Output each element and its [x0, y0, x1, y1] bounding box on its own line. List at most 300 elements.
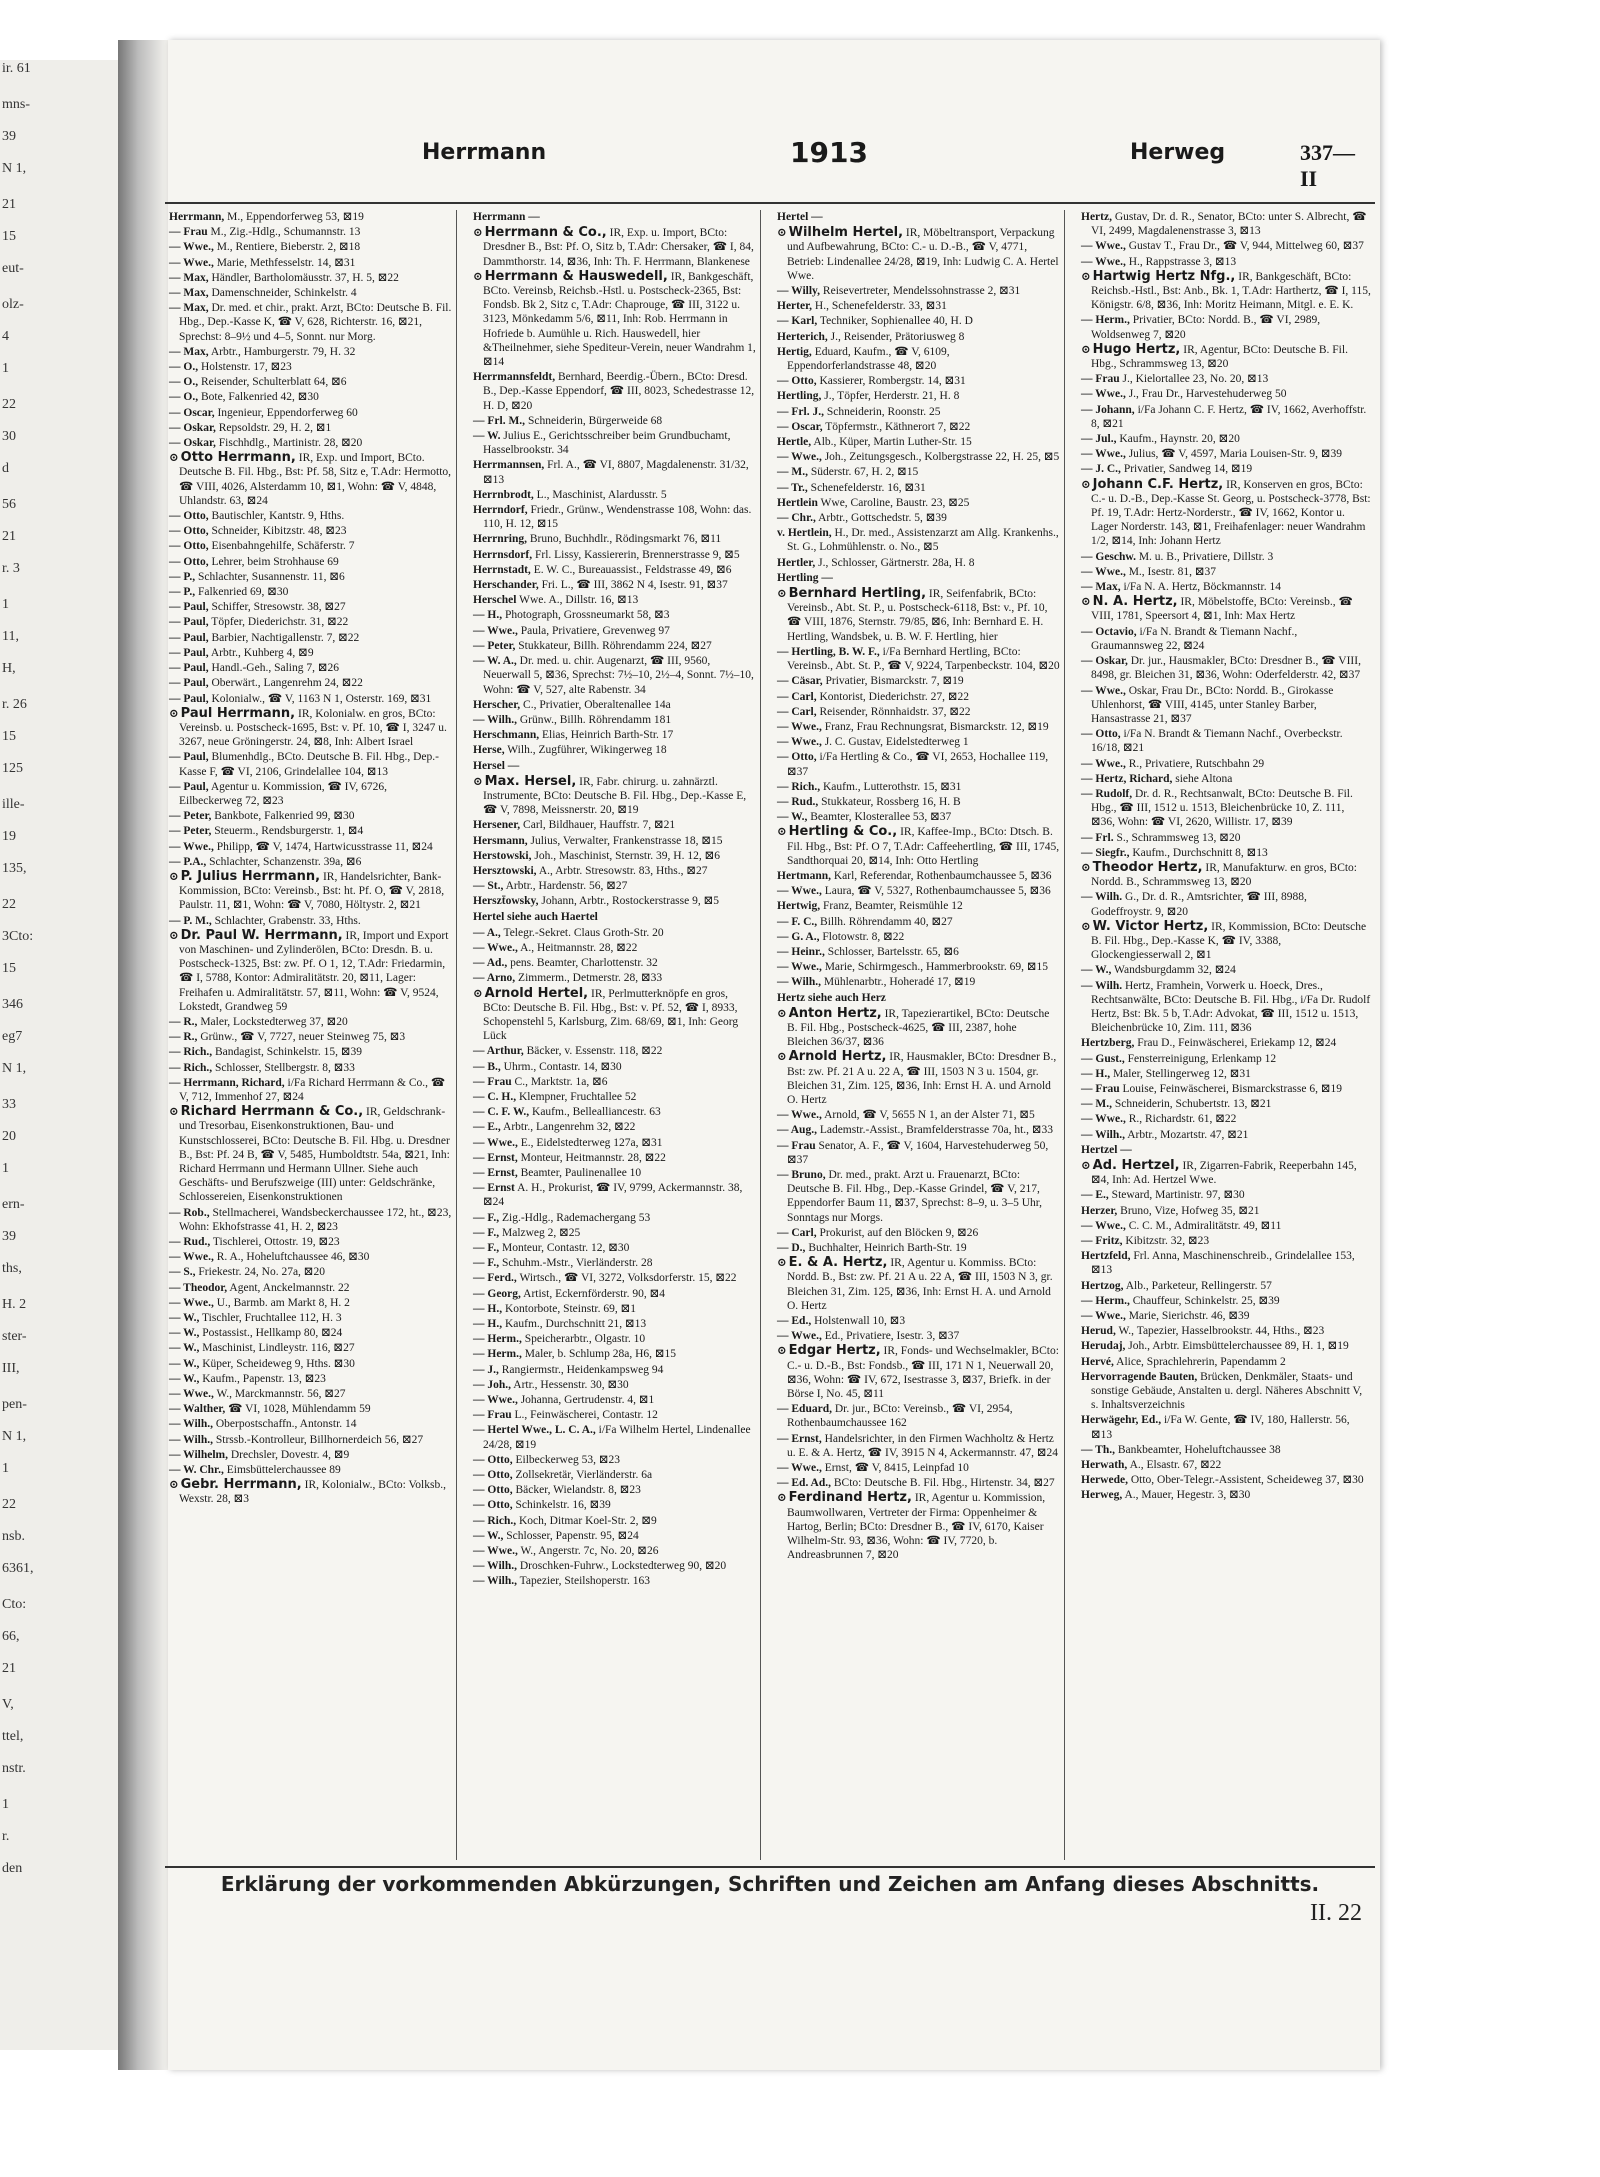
entry-name: Herterich, [777, 330, 828, 343]
entry-details: Eimsbüttelerchaussee 89 [226, 1464, 341, 1477]
directory-entry [473, 1256, 756, 1270]
entry-name: Herszt̄owsky, [473, 895, 539, 908]
entry-details: Friekestr. 24, No. 27a, ⊠20 [198, 1266, 325, 1279]
entry-details: Händler, Bartholomäusstr. 37, H. 5, ⊠22 [211, 271, 399, 284]
directory-entry [473, 1241, 756, 1255]
entry-name: Hertling & Co., [788, 824, 898, 840]
directory-entry [1081, 1052, 1371, 1066]
entry-details: A., Arbtr. Stresowstr. 83, Hths., ⊠27 [538, 864, 708, 877]
facing-page-fragment: N 1, [2, 1429, 27, 1444]
entry-details: C., Privatier, Oberaltenallee 14a [523, 698, 671, 711]
entry-details: IR, Exp. und Import, BCto. Deutsche B. Fil. Hbg., Bst: Pf. 58, Sitz e, T.Adr: Hermotto, ☎ VIII, 4026, Alsterdamm 10, ⊠1, Wohn: ☎ V, 4848, Uhlandstr. 63, ⊠24 [179, 452, 452, 507]
directory-entry [169, 240, 452, 254]
directory-entry [777, 690, 1060, 704]
directory-entry [473, 624, 756, 638]
entry-details: IR, Kommission, BCto: Deutsche B. Fil. Hbg., Dep.-Kasse K, ☎ IV, 3388, Glockengiesserwall 2, ⊠1 [1091, 920, 1367, 962]
entry-name: — Peter, [169, 825, 212, 838]
directory-entry [473, 1393, 756, 1407]
entry-name: — J. C., [1081, 463, 1121, 476]
entry-name: — Arthur, [473, 1045, 524, 1058]
entry-name: — Wwe., [1081, 255, 1126, 268]
entry-details: IR, Agentur, BCto: Deutsche B. Fil. Hbg., Schrammsweg 13, ⊠20 [1091, 343, 1348, 371]
entry-details: Paula, Privatiere, Grevenweg 97 [520, 624, 670, 637]
facing-page-fragment: 1 [2, 597, 9, 612]
registered-firm-icon: ⊙ [1081, 270, 1091, 283]
entry-details: i/Fa Richard Herrmann & Co., ☎ V, 712, Immenhof 27, ⊠24 [179, 1076, 446, 1103]
facing-page-fragment: 22 [2, 397, 16, 412]
entry-name: — W., [169, 1327, 200, 1340]
entry-name: — Otto, [777, 375, 817, 388]
directory-entry [473, 1529, 756, 1543]
facing-page-fragment: 15 [2, 961, 16, 976]
entry-name: Edgar Hertz, [788, 1343, 881, 1359]
directory-entry [777, 1241, 1060, 1255]
entry-details: Gustav, Dr. d. R., Senator, BCto: unter S. Albrecht, ☎ VI, 2499, Magdalenenstrasse 3, ⊠13 [1091, 211, 1367, 238]
directory-entry [1081, 550, 1371, 564]
directory-entry [1081, 1279, 1371, 1293]
directory-entry [169, 539, 452, 553]
directory-entry [1081, 313, 1371, 341]
page-number: 337—II [1300, 140, 1355, 191]
entry-details: Handl.-Geh., Saling 7, ⊠26 [211, 662, 339, 675]
entry-details: Fischhdlg., Martinistr. 28, ⊠20 [218, 437, 363, 450]
entry-details: Kaufm., Durchschnitt 21, ⊠13 [504, 1318, 647, 1331]
directory-entry [1081, 1234, 1371, 1248]
directory-columns [165, 210, 1375, 1860]
entry-name: — Siegfr., [1081, 846, 1130, 859]
entry-details: Franz, Beamter, Reismühle 12 [822, 900, 963, 913]
entry-details: Bandagist, Schinkelstr. 15, ⊠39 [215, 1046, 362, 1059]
entry-name: Hertling, [777, 390, 822, 403]
entry-details: Bankbote, Falkenried 99, ⊠30 [214, 810, 355, 823]
entry-name: — Bruno, [777, 1169, 826, 1181]
directory-entry [169, 750, 452, 778]
entry-details: Dr. jur., Hausmakler, BCto: Dresdner B., ☎ VIII, 8498, gr. Bleichen 31, ⊠36, Wohn: Oderfelderstr. 42, ⊠37 [1091, 655, 1361, 682]
entry-name: W. Victor Hertz, [1092, 918, 1209, 934]
entry-details: Beamter, Klosterallee 53, ⊠37 [810, 811, 952, 824]
directory-entry [1081, 1036, 1371, 1050]
entry-name: — Karl, [777, 315, 818, 328]
entry-details: Reisevertreter, Mendelssohnstrasse 2, ⊠31 [822, 285, 1021, 298]
directory-entry [169, 780, 452, 808]
facing-page-fragment: den [2, 1861, 23, 1876]
firm-entry [169, 707, 452, 750]
entry-name: Herstowski, [473, 849, 532, 862]
directory-entry [169, 570, 452, 584]
entry-details: Bankbeamter, Hoheluftchaussee 38 [1117, 1443, 1281, 1456]
entry-name: — Wwe., [1081, 1310, 1126, 1323]
entry-name: — Frau [473, 1075, 512, 1088]
entry-details: R. A., Hoheluftchaussee 46, ⊠30 [216, 1251, 370, 1264]
directory-entry [777, 975, 1060, 989]
entry-details: Mühlenarbtr., Hoheradé 17, ⊠19 [823, 976, 976, 989]
entry-details: Schneiderin, Roonstr. 25 [826, 405, 941, 418]
firm-entry [473, 226, 756, 269]
entry-name: — E., [473, 1121, 501, 1134]
entry-details: R., Privatiere, Rutschbahn 29 [1128, 757, 1265, 770]
entry-details: Frl. Anna, Maschinenschreib., Grindelallee 153, ⊠13 [1091, 1250, 1355, 1277]
entry-details: Lademstr.-Assist., Bramfelderstrasse 70a, ht., ⊠33 [819, 1124, 1054, 1137]
entry-details: Hertz, Framhein, Vorwerk u. Hoeck, Dres., Rechtsanwälte, BCto: Deutsche B. Fil. Hbg., i/Fa Dr. Rudolf Hertz, Bst: Bk. 5 b, T.Adr: Advokat, ☎ III, 1512 u. 1513, Bleichenbrücke 10, Zim. 111, ⊠36 [1091, 979, 1371, 1035]
entry-name: Hertz [777, 991, 806, 1004]
directory-column-1 [165, 210, 457, 1860]
entry-name: — Rich., [169, 1061, 213, 1074]
entry-details: G., Dr. d. R., Amtsrichter, ☎ III, 8988, Godeffroystr. 9, ⊠20 [1091, 891, 1307, 918]
entry-name: — Chr., [777, 512, 816, 525]
entry-name: — Wwe., [473, 1545, 518, 1558]
entry-details: Stukkateur, Rossberg 16, H. B [821, 795, 961, 808]
directory-entry [473, 713, 756, 727]
entry-details: i/Fa N. Brandt & Tiemann Nachf., Overbeckstr. 16/18, ⊠21 [1091, 728, 1343, 755]
entry-details: Arbtr., Kuhberg 4, ⊠9 [210, 646, 314, 659]
entry-name: — Octavio, [1081, 625, 1137, 638]
entry-name: — Rud., [777, 795, 819, 808]
directory-entry [473, 1559, 756, 1573]
entry-name: — H., [473, 1318, 503, 1331]
entry-details: E., Eidelstedterweg 127a, ⊠31 [520, 1136, 663, 1149]
entry-details: Stukkateur, Billh. Röhrendamm 224, ⊠27 [518, 639, 712, 652]
entry-details: Dr. d. R., Rechtsanwalt, BCto: Deutsche B. Fil. Hbg., ☎ III, 1512 u. 1513, Bleichenbrücke 10, Z. 111, ⊠36, Wohn: ☎ VI, 2620, Willistr. 17, ⊠39 [1091, 787, 1353, 829]
entry-name: — Oskar, [169, 437, 216, 450]
entry-details: Bäcker, v. Essenstr. 118, ⊠22 [526, 1045, 663, 1058]
entry-details: E. W. C., Bureauassist., Feldstrasse 49, ⊠6 [533, 563, 732, 576]
entry-details: i/Fa N. Brandt & Tiemann Nachf., Graumannsweg 22, ⊠24 [1091, 625, 1298, 652]
entry-name: Hertwig, [777, 900, 821, 913]
facing-page-fragment: ster- [2, 1329, 27, 1344]
entry-name: — Otto, [473, 1453, 513, 1466]
entry-details: Marie, Schirmgesch., Hammerbrookstr. 69, ⊠15 [824, 961, 1049, 974]
entry-details: Fensterreinigung, Erlenkamp 12 [1127, 1052, 1277, 1065]
entry-name: — P.A., [169, 855, 207, 868]
directory-entry [473, 608, 756, 622]
entry-details: Koch, Ditmar Koel-Str. 2, ⊠9 [519, 1514, 657, 1527]
entry-name: — W., [169, 1372, 200, 1385]
entry-details: Arbtr., Hardenstr. 56, ⊠27 [505, 880, 628, 893]
entry-details: Oskar, Frau Dr., BCto: Nordd. B., Girokasse Uhlenhorst, ☎ VIII, 4145, unter Stanley Barber, Hansastrasse 21, ⊠37 [1091, 684, 1334, 725]
entry-details: Louise, Feinwäscherei, Bismarckstrasse 6, ⊠19 [1122, 1082, 1342, 1095]
directory-entry [169, 1433, 452, 1447]
directory-entry [169, 585, 452, 599]
entry-name: Herrmann — [473, 211, 540, 223]
facing-page-edge [0, 60, 121, 2050]
directory-entry [169, 286, 452, 300]
entry-name: — W., [169, 1342, 200, 1355]
firm-entry [777, 587, 1060, 644]
entry-name: — Eduard, [777, 1403, 832, 1416]
entry-name: — Max, [169, 271, 209, 284]
directory-entry [473, 488, 756, 502]
entry-details: Falkenried 69, ⊠30 [197, 586, 289, 599]
entry-details: Joh., Arbtr. Eimsbüttelerchaussee 89, H. 1, ⊠19 [1128, 1340, 1349, 1353]
entry-details: Alb., Küper, Martin Luther-Str. 15 [813, 436, 972, 449]
entry-details: Steuerm., Rendsburgerstr. 1, ⊠4 [214, 825, 364, 838]
entry-details: Frau D., Feinwäscherei, Eriekamp 12, ⊠24 [1137, 1037, 1337, 1050]
facing-page-fragment: H. 2 [2, 1297, 27, 1312]
entry-details: Techniker, Sophienallee 40, H. D [819, 315, 973, 328]
entry-details: Beamter, Paulinenallee 10 [520, 1167, 642, 1179]
entry-name: — Rich., [777, 780, 821, 793]
directory-entry [1081, 372, 1371, 386]
directory-entry [1081, 890, 1371, 918]
directory-entry [473, 926, 756, 940]
entry-details: IR, Kolonialw., BCto: Volksb., Wexstr. 28, ⊠3 [179, 1479, 446, 1506]
facing-page-fragment: 21 [2, 529, 16, 544]
directory-entry [777, 945, 1060, 959]
entry-name: — Ed., [777, 1315, 812, 1328]
entry-details: Eduard, Kaufm., ☎ V, 6109, Eppendorferlandstrasse 48, ⊠20 [787, 345, 950, 373]
facing-page-fragment: 33 [2, 1097, 16, 1112]
directory-entry [473, 728, 756, 742]
directory-entry [169, 1235, 452, 1249]
entry-name: — Hertz, Richard, [1081, 772, 1173, 785]
entry-details: IR, Agentur u. Kommission, Baumwollwaren, Vertreter der Firma: Oppenheimer & Hartog, Berlin; BCto: Dresdner B., ☎ IV, 6170, Kaiser Wilhelm-Str. 93, ⊠36, Wohn: ☎ IV, 7720, b. Andreasbrunnen 7, ⊠20 [787, 1492, 1046, 1562]
directory-entry [777, 869, 1060, 883]
directory-entry [169, 840, 452, 854]
directory-entry [777, 674, 1060, 688]
directory-entry [169, 1250, 452, 1264]
directory-entry [473, 834, 756, 848]
registered-firm-icon: ⊙ [1081, 1160, 1091, 1172]
facing-page-fragment: nsb. [2, 1529, 25, 1544]
directory-entry [777, 899, 1060, 913]
facing-page-fragment: 19 [2, 829, 16, 844]
entry-name: — Wilh., [169, 1418, 213, 1431]
entry-name: — F., [473, 1226, 500, 1239]
entry-details: Süderstr. 67, H. 2, ⊠15 [810, 466, 919, 479]
directory-entry [473, 879, 756, 893]
directory-entry [1081, 1219, 1371, 1233]
entry-details: Artr., Hessenstr. 30, ⊠30 [513, 1378, 629, 1391]
firm-entry [169, 870, 452, 913]
entry-name: — W. A., [473, 655, 517, 668]
entry-details: H., Schenefelderstr. 33, ⊠31 [814, 300, 947, 313]
facing-page-fragment: 125 [2, 761, 23, 776]
entry-name: — Paul, [169, 751, 209, 764]
running-head-left: Herrmann [422, 140, 547, 165]
entry-name: — Wwe., [169, 1388, 214, 1401]
entry-name: — Wwe., [1081, 684, 1126, 697]
entry-details: C., Marktstr. 1a, ⊠6 [514, 1075, 608, 1088]
entry-details: Kaufm., Bellealliancestr. 63 [532, 1106, 661, 1119]
directory-entry [1081, 979, 1371, 1036]
directory-entry [169, 1265, 452, 1279]
entry-name: — Tr., [777, 481, 808, 494]
entry-details: Julius, Verwalter, Frankenstrasse 18, ⊠15 [530, 834, 723, 847]
entry-details: Lehrer, beim Strohhause 69 [211, 555, 339, 568]
entry-details: Dr. med. u. chir. Augenarzt, ☎ III, 9560, Neuerwall 5, ⊠36, Sprechst: 7½–10, 2½–4, Sonnt. 7½–10, Wohn: ☎ V, 527, alte Rabenstr. 34 [483, 655, 754, 696]
directory-entry [777, 299, 1060, 313]
directory-entry [777, 1432, 1060, 1460]
entry-details: Agentur u. Kommission, ☎ IV, 6726, Eilbeckerweg 72, ⊠23 [179, 780, 387, 807]
directory-entry [473, 1514, 756, 1528]
facing-page-fragment: 11, [2, 629, 19, 644]
facing-page-fragment: 21 [2, 1661, 16, 1676]
directory-entry [169, 1296, 452, 1310]
firm-entry [1081, 478, 1371, 549]
entry-name: — F. C., [777, 915, 818, 928]
entry-name: — Otto, [169, 525, 209, 538]
directory-entry [473, 458, 756, 486]
directory-entry [473, 1302, 756, 1316]
entry-name: — R., [169, 1015, 198, 1028]
entry-name: — Otto, [473, 1499, 513, 1512]
firm-entry [169, 929, 452, 1014]
entry-name: — Wwe., [169, 241, 214, 254]
directory-entry [777, 795, 1060, 809]
registered-firm-icon: ⊙ [169, 452, 179, 465]
entry-name: — Wilh., [777, 976, 821, 989]
directory-entry [473, 1332, 756, 1346]
directory-entry [473, 1044, 756, 1058]
entry-details: Blumenhdlg., BCto. Deutsche B. Fil. Hbg., Dep.-Kasse F, ☎ VI, 2106, Grindelallee 104, ⊠13 [179, 751, 439, 778]
facing-page-fragment: N 1, [2, 161, 27, 176]
registered-firm-icon: ⊙ [1081, 596, 1091, 609]
entry-name: Hertling — [777, 571, 833, 584]
firm-entry [1081, 270, 1371, 313]
directory-entry [473, 1166, 756, 1180]
facing-page-fragment: mns- [2, 97, 30, 112]
facing-page-fragment: 21 [2, 197, 16, 212]
registered-firm-icon: ⊙ [473, 987, 483, 1000]
entry-details: Bernhard, Beerdig.-Übern., BCto: Dresd. B., Dep.-Kasse Eppendorf, ☎ III, 8023, Schedestrasse 12, H. D, ⊠20 [483, 371, 755, 412]
facing-page-fragment: ths, [2, 1261, 22, 1276]
entry-name: Bernhard Hertling, [788, 586, 927, 602]
entry-details: IR, Fonds- und Wechselmakler, BCto: C.- u. D.-B., Bst: Fondsb., ☎ III, 171 N 1, Neuerwall 20, ⊠36, Wohn: ☎ IV, 672, Isestrasse 3, ⊠37, Briefk. in der Börse I, No. 45, ⊠11 [787, 1345, 1059, 1401]
directory-entry [169, 1045, 452, 1059]
entry-name: — Frl. [1081, 831, 1114, 844]
entry-name: — Carl, [777, 705, 817, 718]
entry-details: Maler, Stellingerweg 12, ⊠31 [1112, 1067, 1251, 1080]
entry-name: — Rich., [473, 1514, 517, 1527]
entry-name: — R., [169, 1031, 198, 1044]
running-head-right: Herweg [1130, 140, 1226, 165]
entry-details: Reisender, Rönnhaidstr. 37, ⊠22 [819, 705, 971, 718]
entry-name: — Frau [169, 226, 208, 239]
entry-name: — O., [169, 376, 199, 389]
entry-details: Bruno, Buchhdlr., Rödingsmarkt 76, ⊠11 [529, 533, 722, 546]
directory-entry [777, 1226, 1060, 1240]
entry-name: — Geschw. [1081, 550, 1136, 563]
entry-details: Arbtr., Langenrehm 32, ⊠22 [503, 1121, 636, 1134]
entry-details: Arbtr., Gottschedstr. 5, ⊠39 [818, 512, 947, 525]
entry-name: — Oskar, [1081, 655, 1128, 668]
entry-details: Schneiderin, Schubertstr. 13, ⊠21 [1114, 1098, 1272, 1111]
surname-heading [777, 991, 1060, 1005]
facing-page-fragment: ern- [2, 1197, 25, 1212]
entry-details: Bautischler, Kantstr. 9, Hths. [211, 510, 345, 523]
directory-entry [1081, 565, 1371, 579]
section-mark: II. 22 [1310, 1900, 1362, 1926]
entry-name: — Frau [1081, 373, 1120, 386]
directory-entry [777, 780, 1060, 794]
entry-name: — Wwe., [169, 840, 214, 853]
entry-name: Richard Herrmann & Co., [180, 1104, 364, 1120]
entry-details: Drechsler, Dovestr. 4, ⊠9 [230, 1448, 350, 1461]
directory-entry [777, 511, 1060, 525]
directory-entry [1081, 1370, 1371, 1413]
facing-page-fragment: ir. 61 [2, 61, 31, 76]
facing-page-fragment: 1 [2, 1797, 9, 1812]
entry-name: — Wwe., [1081, 388, 1126, 401]
entry-name: — Max, [1081, 581, 1121, 594]
entry-name: — Max, [169, 287, 209, 300]
directory-entry [777, 450, 1060, 464]
entry-name: Herzer, [1081, 1204, 1118, 1217]
entry-name: Dr. Paul W. Herrmann, [180, 927, 343, 943]
entry-details: IR, Handelsrichter, Bank-Kommission, BCto: Vereinsb., Bst: ht. Pf. O, ☎ V, 2818, Paulstr. 11, ⊠1, Wohn: ☎ V, 7080, Höltystr. 2, ⊠21 [179, 870, 445, 912]
directory-entry [777, 314, 1060, 328]
footer-rule [165, 1866, 1375, 1868]
entry-details: Damenschneider, Schinkelstr. 4 [211, 287, 357, 300]
entry-name: Arnold Hertz, [788, 1049, 887, 1065]
entry-details: Kontorbote, Steinstr. 69, ⊠1 [504, 1302, 636, 1315]
entry-name: — D., [777, 1242, 806, 1255]
entry-details: Bäcker, Wielandstr. 8, ⊠23 [515, 1484, 641, 1497]
directory-entry [473, 894, 756, 908]
entry-details: Wirtsch., ☎ VI, 3272, Volksdorferstr. 15, ⊠22 [519, 1272, 737, 1285]
entry-details: Schlachter, Schanzenstr. 39a, ⊠6 [209, 855, 362, 868]
entry-name: — Max, [169, 302, 209, 315]
entry-name: — Paul, [169, 646, 209, 659]
entry-details: Franz, Frau Rechnungsrat, Bismarckstr. 12, ⊠19 [824, 720, 1049, 733]
directory-column-3 [773, 210, 1065, 1860]
entry-name: Herschel [473, 594, 517, 607]
entry-name: — Ferd., [473, 1272, 517, 1285]
directory-entry [473, 1090, 756, 1104]
entry-name: Hugo Hertz, [1092, 341, 1181, 357]
directory-entry [473, 743, 756, 757]
directory-entry [777, 720, 1060, 734]
entry-name: — Wwe., [1081, 565, 1126, 578]
entry-details: J., Kielortallee 23, No. 20, ⊠13 [1122, 373, 1269, 386]
directory-entry [473, 1408, 756, 1422]
entry-details: BCto: Deutsche B. Fil. Hbg., Hirtenstr. 34, ⊠27 [833, 1477, 1055, 1490]
entry-details: Joh., Zeitungsgesch., Kolbergstrasse 22, H. 25, ⊠5 [824, 451, 1060, 464]
directory-entry [1081, 1458, 1371, 1472]
entry-name: — Wilh., [473, 1575, 517, 1588]
registered-firm-icon: ⊙ [1081, 343, 1091, 356]
entry-details: IR, Perlmutterknöpfe en gros, BCto: Deutsche B. Fil. Hbg., Bst: v. Pf. 52, ☎ I, 8933, Schopenstehl 5, Karlsburg, Zim. 68/69, ⊠1, Inh: Georg Lück [483, 987, 739, 1043]
entry-details: IR, Möbeltransport, Verpackung und Aufbewahrung, BCto: C.- u. D.-B., ☎ V, 4771, Betrieb: Lindenallee 24/28, ⊠19, Inh: Ludwig C. A. Hertel Wwe. [787, 227, 1059, 282]
entry-name: — Ad., [473, 957, 508, 970]
entry-details: R., Richardstr. 61, ⊠22 [1128, 1113, 1237, 1126]
directory-entry [169, 1463, 452, 1477]
directory-entry [169, 375, 452, 389]
entry-details: Friedr., Grünw., Wendenstrasse 108, Wohn: das. 110, H. 12, ⊠15 [483, 504, 752, 531]
directory-entry [473, 1317, 756, 1331]
entry-name: — Frau [473, 1409, 512, 1422]
entry-name: — Heinr., [777, 945, 825, 958]
directory-entry [1081, 625, 1371, 653]
entry-details: J., Schlosser, Gärtnerstr. 28a, H. 8 [818, 556, 975, 569]
entry-details: S., Schrammsweg 13, ⊠20 [1116, 831, 1241, 844]
entry-details: A., Heitmannstr. 28, ⊠22 [520, 941, 638, 954]
entry-name: Herudaj, [1081, 1340, 1126, 1353]
entry-name: — Ed. Ad., [777, 1477, 832, 1490]
entry-name: — Wilh., [473, 1560, 517, 1573]
directory-entry [777, 645, 1060, 673]
entry-details: Grünw., ☎ V, 7727, neuer Steinweg 75, ⊠3 [200, 1031, 406, 1044]
entry-details: i/Fa Johann C. F. Hertz, ☎ IV, 1662, Averhoffstr. 8, ⊠21 [1091, 403, 1367, 430]
entry-name: Hersmann, [473, 834, 528, 847]
directory-entry [1081, 210, 1371, 238]
facing-page-fragment: r. 26 [2, 697, 27, 712]
directory-entry [473, 1271, 756, 1285]
firm-entry [1081, 343, 1371, 371]
entry-details: Arbtr., Mozartstr. 47, ⊠21 [1127, 1128, 1249, 1141]
directory-entry [777, 930, 1060, 944]
entry-name: Hertler, [777, 556, 816, 569]
